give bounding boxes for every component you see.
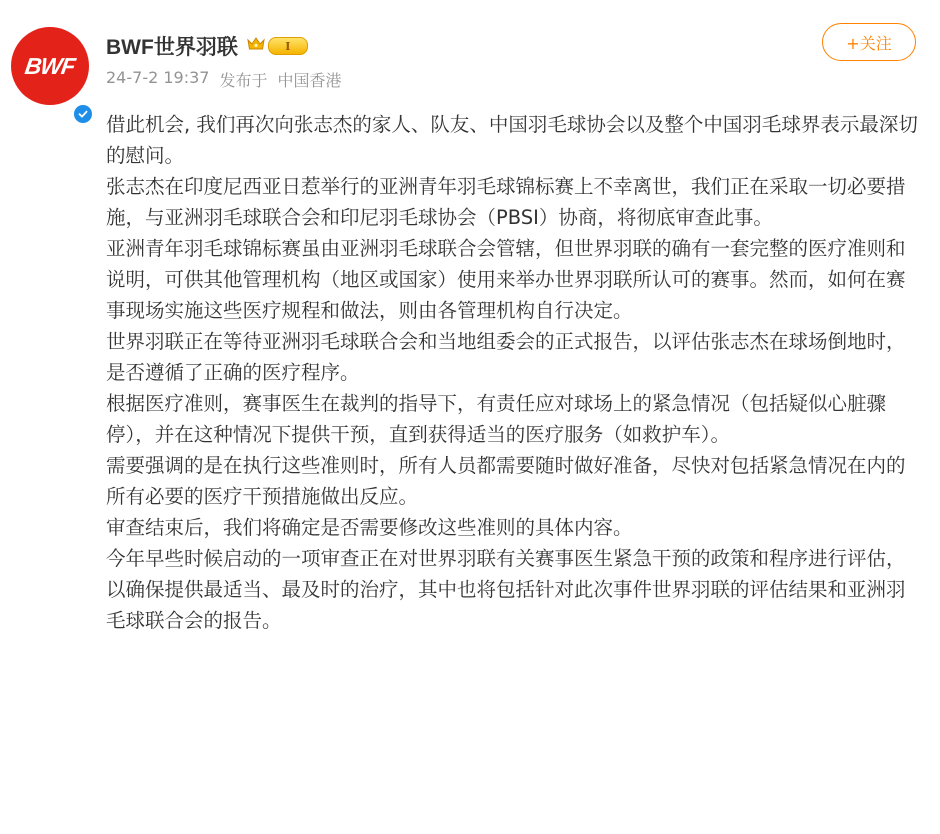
post-time[interactable]: 24-7-2 19:37 xyxy=(106,68,210,87)
follow-button[interactable]: +关注 xyxy=(822,23,916,61)
author-row xyxy=(106,32,308,60)
verified-icon xyxy=(72,103,94,125)
post-location: 中国香港 xyxy=(277,71,342,90)
post-paragraph: 亚洲青年羽毛球锦标赛虽由亚洲羽毛球联合会管辖，但世界羽联的确有一套完整的医疗准则和说明，可供其他管理机构（地区或国家）使用来举办世界羽联所认可的赛事。然而，如何在赛事现场实施这些医疗规程和做法，则由各管理机构自行决定。 xyxy=(106,237,906,322)
post-paragraph: 张志杰在印度尼西亚日惹举行的亚洲青年羽毛球锦标赛上不幸离世，我们正在采取一切必要措施，与亚洲羽毛球联合会和印尼羽毛球协会（PBSI）协商，将彻底审查此事。 xyxy=(106,175,906,229)
post-meta xyxy=(106,68,342,91)
avatar[interactable] xyxy=(11,27,89,105)
avatar-logo-text: BWF xyxy=(23,52,77,79)
crown-icon xyxy=(246,36,266,56)
post-paragraph: 根据医疗准则，赛事医生在裁判的指导下，有责任应对球场上的紧急情况（包括疑似心脏骤停），并在这种情况下提供干预，直到获得适当的医疗服务（如救护车）。 xyxy=(106,392,887,446)
post-paragraph: 今年早些时候启动的一项审查正在对世界羽联有关赛事医生紧急干预的政策和程序进行评估，以确保提供最适当、最及时的治疗，其中也将包括针对此次事件世界羽联的评估结果和亚洲羽毛球联合会的报告。 xyxy=(106,547,906,632)
post-paragraph: 世界羽联正在等待亚洲羽毛球联合会和当地组委会的正式报告，以评估张志杰在球场倒地时，是否遵循了正确的医疗程序。 xyxy=(106,330,906,384)
vip-level-badge: I xyxy=(268,37,308,55)
post-content xyxy=(106,109,922,636)
post-paragraph: 需要强调的是在执行这些准则时，所有人员都需要随时做好准备，尽快对包括紧急情况在内的所有必要的医疗干预措施做出反应。 xyxy=(106,454,906,508)
post-paragraph: 审查结束后，我们将确定是否需要修改这些准则的具体内容。 xyxy=(106,516,633,539)
vip-badge-group[interactable] xyxy=(246,36,308,56)
post-source: 发布于 xyxy=(219,71,268,90)
post-paragraph: 借此机会, 我们再次向张志杰的家人、队友、中国羽毛球协会以及整个中国羽毛球界表示最深切的慰问。 xyxy=(106,113,918,167)
bwf-logo xyxy=(11,27,89,105)
username[interactable]: BWF世界羽联 xyxy=(106,36,238,59)
